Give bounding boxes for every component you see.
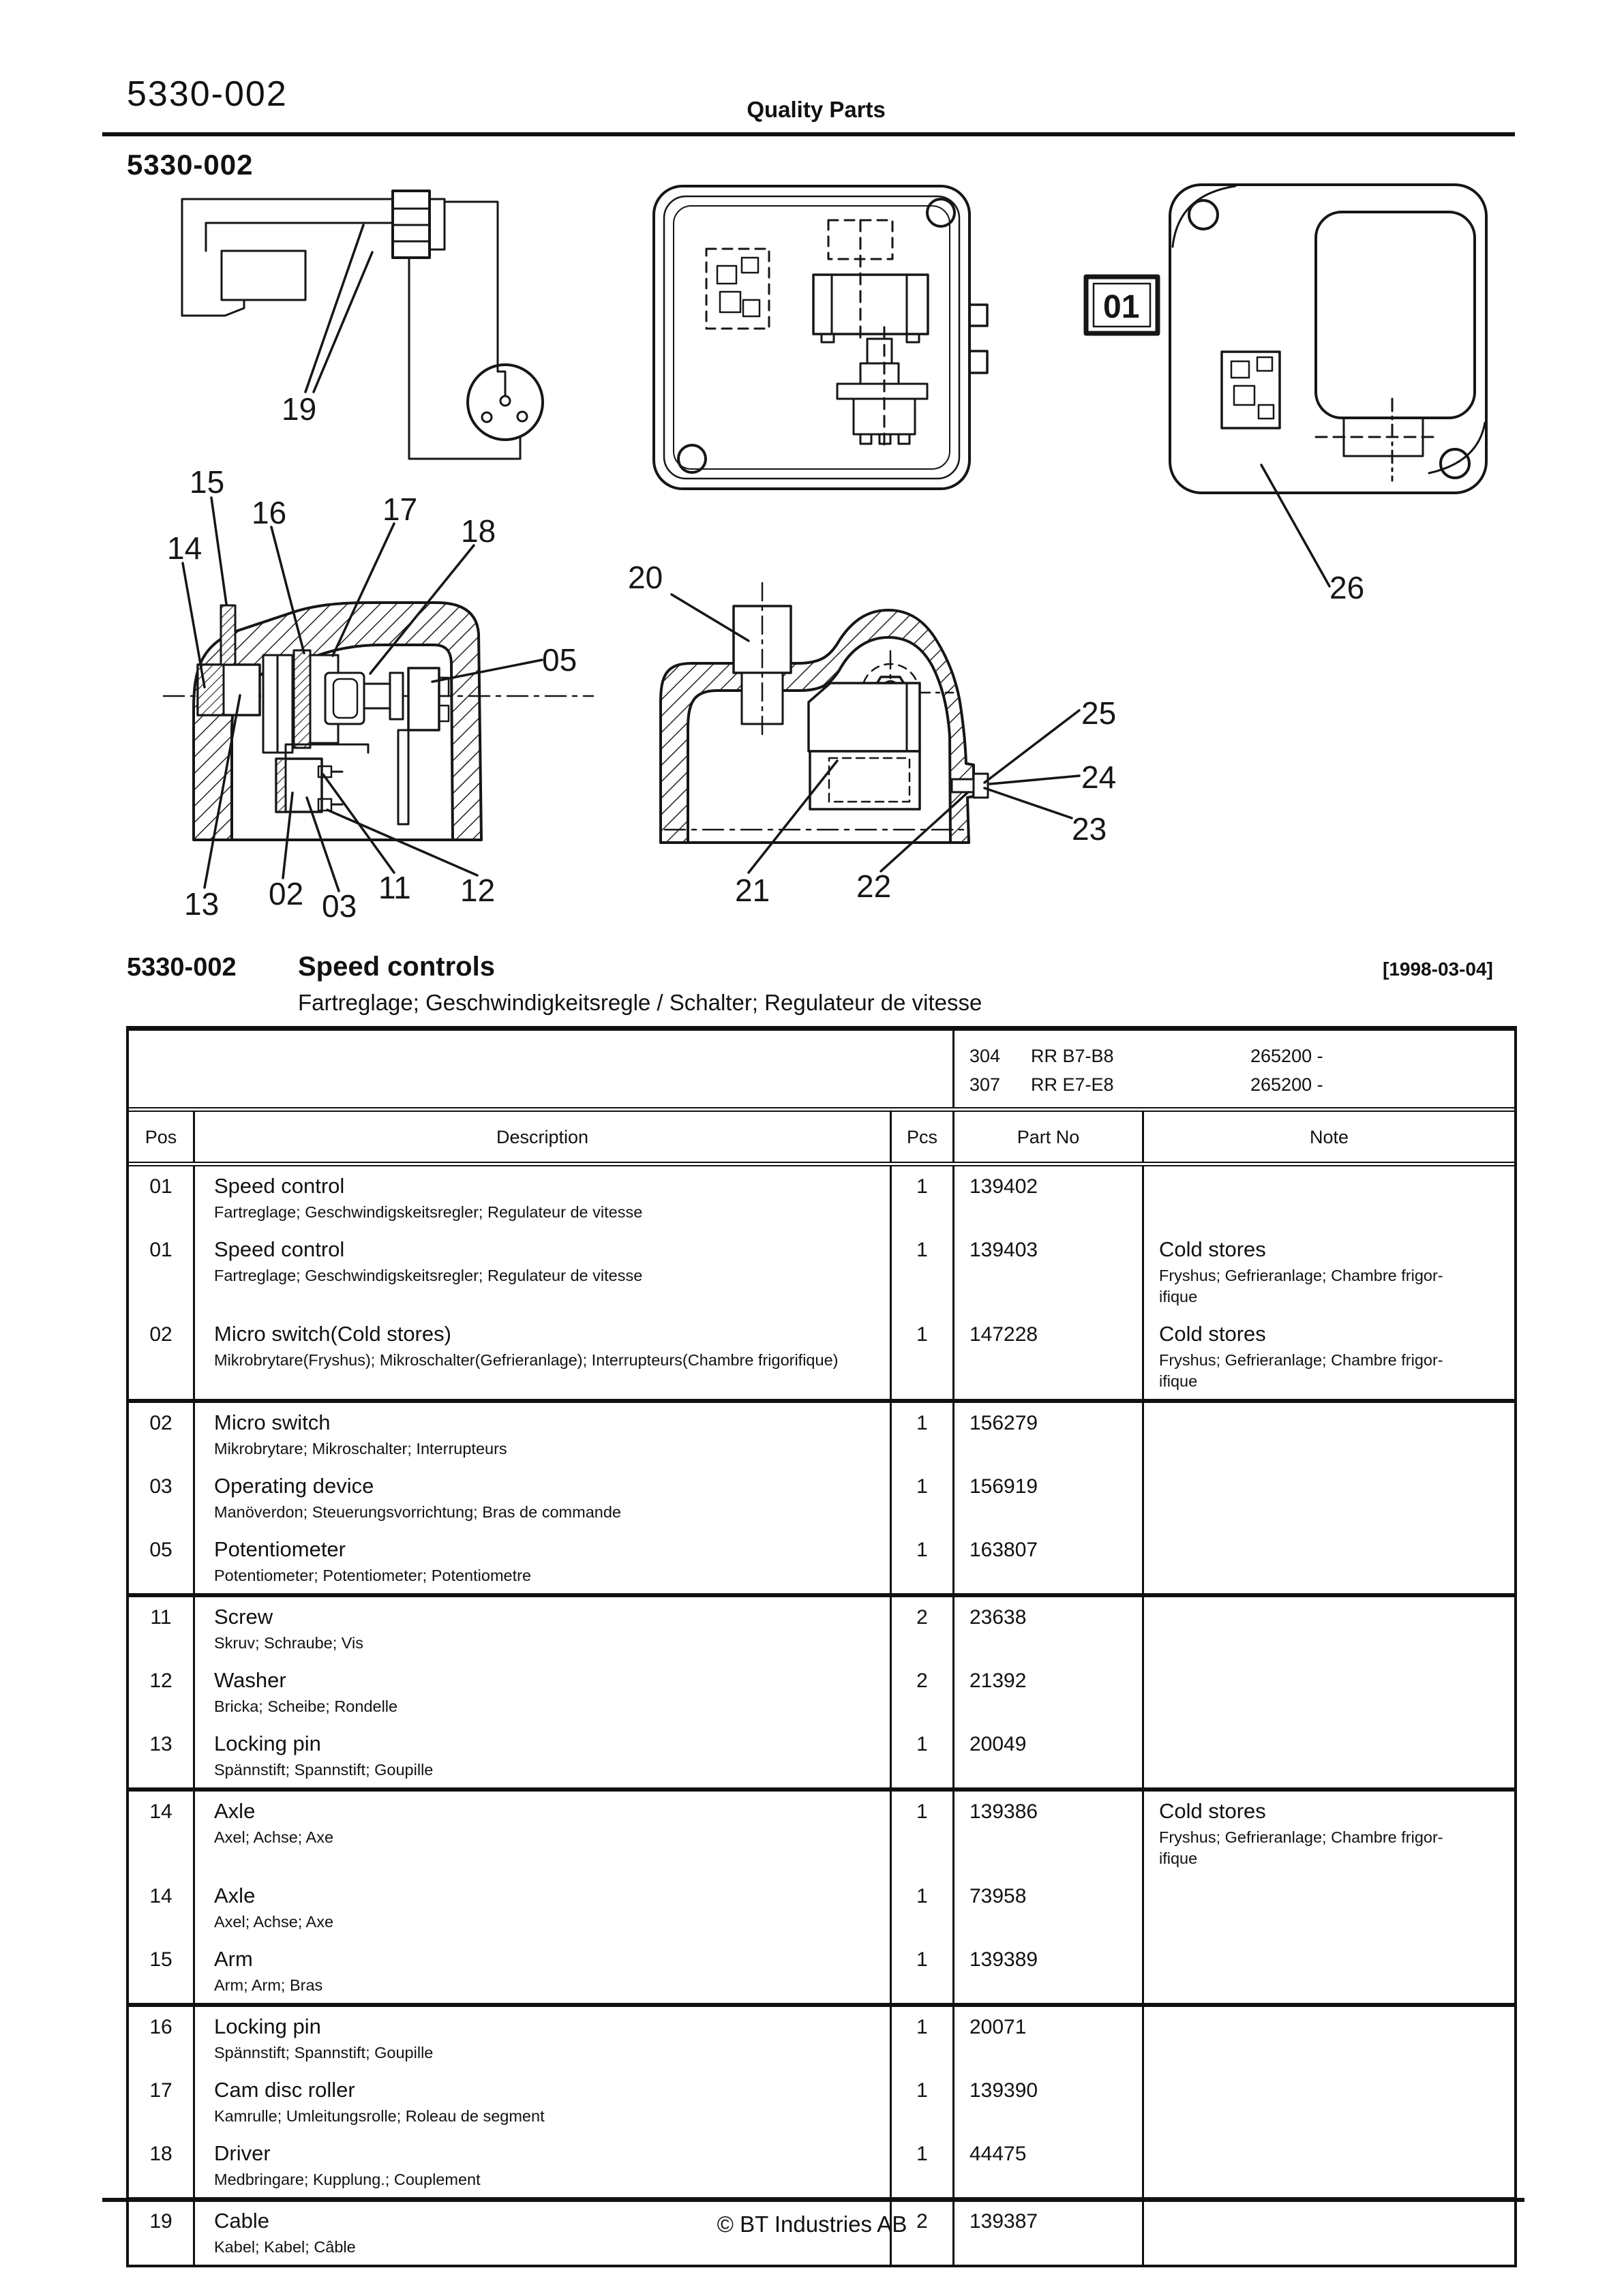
section-title: Speed controls (298, 952, 495, 982)
cover-connector-detail (1222, 352, 1280, 428)
cell-note-sub (1159, 1730, 1473, 1732)
cell-description: Locking pin (214, 2014, 321, 2038)
cell-description: Axle (214, 1799, 256, 1823)
cell-note-sub (1159, 2140, 1473, 2142)
callout-21: 21 (735, 873, 770, 908)
cell-pos: 13 (129, 1724, 195, 1787)
callout-05: 05 (542, 642, 577, 678)
callout-16: 16 (252, 495, 287, 530)
parts-table (126, 1026, 1517, 2267)
doc-number-top: 5330-002 (127, 74, 288, 114)
cell-note-sub: Fryshus; Gefrieranlage; Chambre frigor-ifique (1159, 1828, 1443, 1867)
cell-note-sub (1159, 1667, 1473, 1669)
cell-pos: 01 (129, 1230, 195, 1314)
callout-18: 18 (461, 513, 496, 549)
callout-01: 01 (1103, 289, 1140, 325)
cell-pos: 11 (129, 1597, 195, 1661)
callout-11: 11 (378, 870, 411, 905)
table-row (129, 1166, 1514, 1230)
table-row (129, 2070, 1514, 2134)
driver-part (390, 673, 403, 719)
table-row (129, 1593, 1514, 1661)
cell-description-sub: Medbringare; Kupplung.; Couplement (214, 2171, 481, 2188)
cell-note-sub (1159, 1536, 1473, 1538)
cell-part-no: 139402 (954, 1166, 1144, 1230)
table-row (129, 2003, 1514, 2070)
cell-pos: 19 (129, 2201, 195, 2265)
cell-description-sub: Mikrobrytare; Mikroschalter; Interrupteurs (214, 1440, 507, 1457)
cell-description-sub: Kamrulle; Umleitungsrolle; Roleau de segment (214, 2107, 545, 2125)
footer-rule (102, 2198, 1524, 2202)
position-01-label-box (1086, 277, 1158, 333)
cell-description: Cam disc roller (214, 2078, 355, 2102)
cell-part-no: 73958 (954, 1876, 1144, 1939)
cell-pos: 02 (129, 1314, 195, 1399)
footer-copyright: © BT Industries AB (717, 2211, 907, 2237)
relay-component (813, 275, 928, 342)
model-name: RR E7-E8 (1031, 1074, 1114, 1095)
cell-pcs: 1 (892, 1230, 954, 1314)
arm-pin-part (221, 605, 235, 665)
callout-03: 03 (322, 888, 357, 924)
cell-pos: 17 (129, 2070, 195, 2134)
cell-pos: 16 (129, 2007, 195, 2070)
cell-description-sub: Axel; Achse; Axe (214, 1913, 334, 1931)
cell-part-no: 21392 (954, 1661, 1144, 1724)
model-line (969, 1042, 1514, 1070)
callout-02: 02 (269, 876, 304, 911)
table-row (129, 1530, 1514, 1593)
column-header-description: Description (195, 1112, 892, 1162)
cell-pos: 18 (129, 2134, 195, 2197)
column-header-pcs: Pcs (892, 1112, 954, 1162)
cell-pcs: 1 (892, 1724, 954, 1787)
cell-part-no: 139389 (954, 1939, 1144, 2003)
cell-description: Washer (214, 1668, 286, 1692)
speed-control-cover-view (1086, 185, 1486, 605)
cell-description-sub: Axel; Achse; Axe (214, 1828, 334, 1846)
model-serial: 265200 - (1250, 1074, 1323, 1095)
cell-description-sub: Mikrobrytare(Fryshus); Mikroschalter(Gefrieranlage); Interrupteurs(Chambre frigorifique) (214, 1351, 839, 1369)
cell-description-sub: Fartreglage; Geschwindigskeitsregler; Regulateur de vitesse (214, 1203, 643, 1221)
cell-description: Speed control (214, 1237, 345, 1261)
cell-part-no: 156279 (954, 1403, 1144, 1466)
cable-wiring-diagram (182, 191, 543, 459)
cell-note-sub: Fryshus; Gefrieranlage; Chambre frigor-ifique (1159, 1267, 1443, 1305)
cable-connector-block (393, 191, 445, 258)
callout-24: 24 (1081, 759, 1117, 795)
cell-description-sub: Spännstift; Spannstift; Goupille (214, 1761, 434, 1779)
callout-19: 19 (282, 391, 317, 427)
column-header-note: Note (1309, 1127, 1349, 1147)
table-row (129, 1230, 1514, 1314)
callout-17: 17 (382, 492, 418, 527)
callout-23: 23 (1072, 811, 1107, 847)
table-row (129, 1466, 1514, 1530)
cell-pos: 05 (129, 1530, 195, 1593)
cell-description-sub: Kabel; Kabel; Câble (214, 2238, 356, 2256)
cell-description: Arm (214, 1947, 253, 1971)
table-row (129, 1314, 1514, 1399)
cell-pcs: 1 (892, 1166, 954, 1230)
cell-pos: 12 (129, 1661, 195, 1724)
models-header-empty-cell (129, 1031, 954, 1107)
callout-25: 25 (1081, 695, 1117, 731)
section-number: 5330-002 (127, 953, 237, 982)
cell-note: Cold stores (1159, 1799, 1266, 1823)
cell-note-sub (1159, 1409, 1473, 1411)
cell-description: Cable (214, 2209, 269, 2233)
micro-switch-part (276, 744, 368, 812)
cell-pcs: 1 (892, 2134, 954, 2197)
cell-pcs: 1 (892, 2007, 954, 2070)
cell-description: Potentiometer (214, 1537, 346, 1561)
table-row (129, 1399, 1514, 1466)
potentiometer-part (398, 668, 449, 824)
cell-description-sub: Fartreglage; Geschwindigskeitsregler; Regulateur de vitesse (214, 1267, 643, 1284)
cell-pcs: 1 (892, 1403, 954, 1466)
column-header-pos: Pos (129, 1112, 195, 1162)
cell-description: Speed control (214, 1174, 345, 1198)
cell-note-sub (1159, 2076, 1473, 2079)
knob-assembly-cross-section (164, 464, 593, 924)
cell-note-sub (1159, 1882, 1473, 1884)
cell-description: Locking pin (214, 1732, 321, 1755)
model-name: RR B7-B8 (1031, 1046, 1114, 1066)
cell-pcs: 1 (892, 1939, 954, 2003)
cell-pcs: 1 (892, 1314, 954, 1399)
cell-description-sub: Spännstift; Spannstift; Goupille (214, 2044, 434, 2061)
callout-20: 20 (628, 560, 663, 595)
cell-pcs: 1 (892, 2070, 954, 2134)
cam-disc-roller-part (325, 673, 364, 724)
cell-note-sub: Fryshus; Gefrieranlage; Chambre frigor-ifique (1159, 1351, 1443, 1390)
cell-description: Driver (214, 2141, 271, 2165)
cell-part-no: 139386 (954, 1792, 1144, 1876)
cell-note-sub (1159, 1472, 1473, 1475)
callout-13: 13 (184, 886, 220, 922)
callout-12: 12 (460, 873, 496, 908)
cell-part-no: 139390 (954, 2070, 1144, 2134)
cell-description-sub: Potentiometer; Potentiometer; Potentiometre (214, 1567, 532, 1584)
header-center-title: Quality Parts (747, 97, 886, 122)
cell-part-no: 163807 (954, 1530, 1144, 1593)
cell-part-no: 44475 (954, 2134, 1144, 2197)
table-body (129, 1166, 1514, 2265)
table-row (129, 1724, 1514, 1787)
callout-22: 22 (856, 868, 892, 904)
cell-description: Micro switch(Cold stores) (214, 1322, 451, 1346)
cell-description: Axle (214, 1884, 256, 1907)
cell-part-no: 139387 (954, 2201, 1144, 2265)
cell-description-sub: Skruv; Schraube; Vis (214, 1634, 364, 1652)
cell-note-sub (1159, 1946, 1473, 1948)
model-code: 304 (969, 1046, 1001, 1066)
cell-part-no: 20049 (954, 1724, 1144, 1787)
switch-component (837, 327, 927, 450)
cell-pcs: 2 (892, 1661, 954, 1724)
table-models-header (129, 1031, 1514, 1112)
cell-part-no: 23638 (954, 1597, 1144, 1661)
cell-note: Cold stores (1159, 1322, 1266, 1346)
cell-note: Cold stores (1159, 1237, 1266, 1261)
cell-description-sub: Bricka; Scheibe; Rondelle (214, 1697, 398, 1715)
housing-cross-section (628, 560, 1116, 908)
cell-description: Screw (214, 1605, 273, 1629)
model-line (969, 1070, 1514, 1099)
table-row (129, 1661, 1514, 1724)
cell-pcs: 1 (892, 1876, 954, 1939)
cell-description-sub: Arm; Arm; Bras (214, 1976, 323, 1994)
cell-description: Operating device (214, 1474, 374, 1498)
cell-description: Micro switch (214, 1410, 331, 1434)
cell-description-sub: Manöverdon; Steuerungsvorrichtung; Bras de commande (214, 1503, 621, 1521)
column-header-part-no: Part No (954, 1112, 1144, 1162)
cell-pcs: 1 (892, 1792, 954, 1876)
table-row (129, 1876, 1514, 1939)
cell-pos: 14 (129, 1876, 195, 1939)
table-row (129, 1787, 1514, 1876)
model-code: 307 (969, 1074, 1001, 1095)
cell-pcs: 2 (892, 1597, 954, 1661)
cell-pos: 14 (129, 1792, 195, 1876)
cell-note-sub (1159, 2013, 1473, 2015)
cell-note-sub (1159, 1603, 1473, 1605)
cell-pcs: 1 (892, 1466, 954, 1530)
cell-part-no: 20071 (954, 2007, 1144, 2070)
cell-part-no: 156919 (954, 1466, 1144, 1530)
cell-pos: 03 (129, 1466, 195, 1530)
cell-pcs: 1 (892, 1530, 954, 1593)
section-date: [1998-03-04] (1383, 958, 1493, 980)
cell-part-no: 139403 (954, 1230, 1144, 1314)
doc-number-subheading: 5330-002 (127, 149, 254, 181)
cell-note-sub (1159, 1173, 1473, 1175)
exploded-view-diagrams (0, 0, 1624, 954)
cell-note-sub (1159, 2207, 1473, 2209)
table-row (129, 2134, 1514, 2197)
model-serial: 265200 - (1250, 1046, 1323, 1066)
mounting-hole (927, 199, 954, 226)
callout-26: 26 (1329, 570, 1365, 605)
section-subtitle: Fartreglage; Geschwindigkeitsregle / Schalter; Regulateur de vitesse (298, 990, 982, 1015)
cell-pos: 15 (129, 1939, 195, 2003)
speed-control-open-view (654, 186, 987, 489)
cell-pos: 01 (129, 1166, 195, 1230)
switch-box-part (810, 751, 920, 809)
table-row (129, 1939, 1514, 2003)
stud-part (734, 583, 791, 740)
callout-15: 15 (190, 464, 225, 500)
cell-pos: 02 (129, 1403, 195, 1466)
cell-pcs: 2 (892, 2201, 954, 2265)
callout-14: 14 (167, 530, 202, 566)
locking-pin-part (294, 650, 310, 748)
table-column-headers (129, 1112, 1514, 1166)
cell-part-no: 147228 (954, 1314, 1144, 1399)
